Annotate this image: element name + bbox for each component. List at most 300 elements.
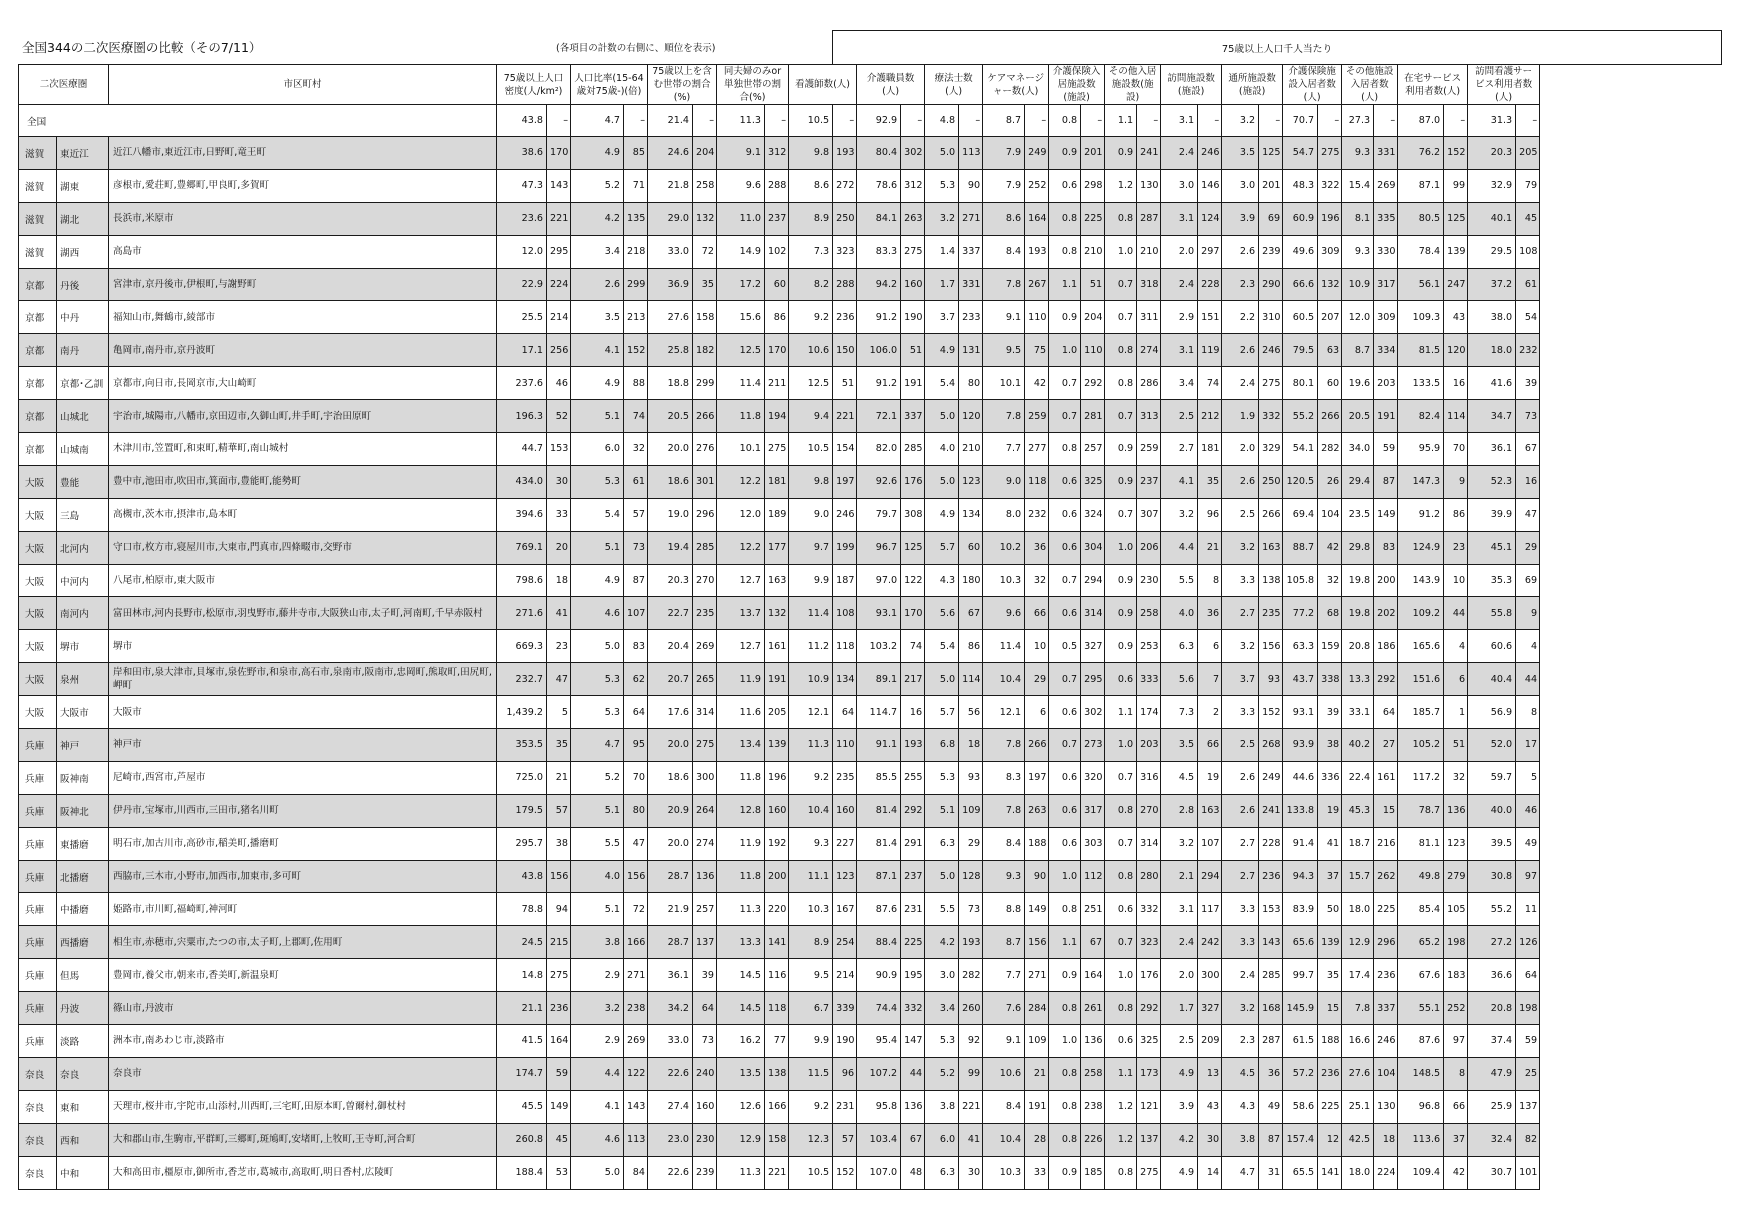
value-cell: 17.6 — [648, 696, 693, 729]
rank-cell: 232 — [1025, 498, 1049, 531]
value-cell: 124.9 — [1398, 531, 1444, 564]
rank-cell: 32 — [1025, 564, 1049, 597]
value-cell: 29.4 — [1342, 465, 1374, 498]
value-cell: 25.5 — [497, 301, 547, 334]
value-cell: 7.6 — [983, 992, 1025, 1025]
medical-area-cell: 西和 — [57, 1123, 109, 1156]
rank-cell: 266 — [693, 400, 717, 433]
medical-area-cell: 湖東 — [57, 169, 109, 202]
rank-cell: 139 — [1318, 926, 1342, 959]
value-cell: 20.5 — [648, 400, 693, 433]
value-cell: 4.1 — [1161, 465, 1198, 498]
prefecture-cell: 兵庫 — [19, 761, 57, 794]
rank-cell: 53 — [547, 1156, 571, 1189]
medical-area-cell: 中河内 — [57, 564, 109, 597]
value-cell: 2.5 — [1222, 498, 1259, 531]
value-cell: 23.6 — [497, 202, 547, 235]
value-cell: 0.8 — [1049, 992, 1081, 1025]
rank-cell: 273 — [1081, 729, 1105, 762]
value-cell: 24.6 — [648, 137, 693, 170]
value-cell: 19.8 — [1342, 564, 1374, 597]
rank-cell: 110 — [1081, 334, 1105, 367]
value-cell: 11.3 — [717, 1156, 765, 1189]
rank-cell: 96 — [833, 1057, 857, 1090]
value-cell: 0.9 — [1105, 465, 1137, 498]
value-cell: 11.6 — [717, 696, 765, 729]
municipality-cell: 相生市,赤穂市,宍粟市,たつの市,太子町,上郡町,佐用町 — [109, 926, 497, 959]
medical-area-cell: 山城南 — [57, 433, 109, 466]
value-cell: 0.7 — [1049, 400, 1081, 433]
value-cell: 35.3 — [1468, 564, 1516, 597]
rank-cell: 35 — [1198, 465, 1222, 498]
value-cell: 45.3 — [1342, 794, 1374, 827]
metric-header-15: 訪問看護サービス利用者数(人) — [1468, 65, 1540, 105]
value-cell: 0.6 — [1105, 663, 1137, 696]
value-cell: 8.9 — [789, 202, 833, 235]
value-cell: 12.3 — [789, 1123, 833, 1156]
rank-cell: 64 — [624, 696, 648, 729]
rank-cell: 287 — [1137, 202, 1161, 235]
municipality-cell: 天理市,桜井市,宇陀市,山添村,川西町,三宅町,田原本町,曽爾村,御杖村 — [109, 1090, 497, 1123]
rank-cell: – — [1318, 105, 1342, 137]
rank-cell: 97 — [1444, 1025, 1468, 1058]
rank-cell: 254 — [833, 926, 857, 959]
rank-cell: 47 — [624, 827, 648, 860]
value-cell: 60.5 — [1283, 301, 1318, 334]
rank-cell: 193 — [901, 729, 925, 762]
prefecture-cell: 兵庫 — [19, 729, 57, 762]
value-cell: 81.4 — [857, 827, 901, 860]
rank-cell: 73 — [693, 1025, 717, 1058]
rank-cell: 296 — [1374, 926, 1398, 959]
prefecture-cell: 京都 — [19, 334, 57, 367]
rank-cell: 323 — [1137, 926, 1161, 959]
table-row — [19, 827, 1722, 860]
rank-cell: 300 — [1198, 959, 1222, 992]
value-cell: 107.2 — [857, 1057, 901, 1090]
value-cell: 0.7 — [1105, 926, 1137, 959]
prefecture-cell: 兵庫 — [19, 794, 57, 827]
value-cell: 0.7 — [1049, 729, 1081, 762]
value-cell: 92.9 — [857, 105, 901, 137]
value-cell: 2.7 — [1222, 860, 1259, 893]
value-cell: 21.4 — [648, 105, 693, 137]
prefecture-cell: 兵庫 — [19, 893, 57, 926]
rank-cell: 139 — [765, 729, 789, 762]
metric-header-8: 介護保険入居施設数(施設) — [1049, 65, 1105, 105]
rank-cell: 174 — [1137, 696, 1161, 729]
value-cell: 5.4 — [925, 630, 959, 663]
rank-cell: 307 — [1137, 498, 1161, 531]
rank-cell: 217 — [901, 663, 925, 696]
rank-cell: 285 — [693, 531, 717, 564]
value-cell: 7.7 — [983, 959, 1025, 992]
rank-cell: 13 — [1198, 1057, 1222, 1090]
rank-cell: 161 — [765, 630, 789, 663]
rank-cell: 128 — [959, 860, 983, 893]
value-cell: 67.6 — [1398, 959, 1444, 992]
value-cell: 5.5 — [1161, 564, 1198, 597]
municipality-cell: 豊岡市,養父市,朝来市,香美町,新温泉町 — [109, 959, 497, 992]
rank-cell: 237 — [765, 202, 789, 235]
rank-cell: 113 — [959, 137, 983, 170]
value-cell: 0.7 — [1105, 761, 1137, 794]
value-cell: 106.0 — [857, 334, 901, 367]
table-row — [19, 794, 1722, 827]
metric-header-6: 療法士数(人) — [925, 65, 983, 105]
rank-cell: 301 — [693, 465, 717, 498]
rank-cell: 317 — [1081, 794, 1105, 827]
rank-cell: 277 — [1025, 433, 1049, 466]
rank-cell: 64 — [833, 696, 857, 729]
rank-cell: 45 — [547, 1123, 571, 1156]
rank-cell: 180 — [959, 564, 983, 597]
per-1000-elderly-header: 75歳以上人口千人当たり — [833, 31, 1722, 65]
rank-cell: 199 — [833, 531, 857, 564]
value-cell: 4.2 — [571, 202, 624, 235]
table-row — [19, 400, 1722, 433]
metric-header-3: 同夫婦のみor単独世帯の割合(%) — [717, 65, 789, 105]
rank-cell: 123 — [833, 860, 857, 893]
rank-cell: 338 — [1318, 663, 1342, 696]
rank-cell: 51 — [1444, 729, 1468, 762]
rank-cell: 156 — [1025, 926, 1049, 959]
rank-cell: 47 — [547, 663, 571, 696]
rank-cell: 152 — [833, 1156, 857, 1189]
prefecture-cell: 大阪 — [19, 597, 57, 630]
rank-cell: 18 — [959, 729, 983, 762]
value-cell: 3.9 — [1222, 202, 1259, 235]
rank-cell: 8 — [1516, 696, 1540, 729]
value-cell: 1.0 — [1049, 1025, 1081, 1058]
rank-cell: 33 — [547, 498, 571, 531]
value-cell: 12.2 — [717, 465, 765, 498]
municipality-cell: 長浜市,米原市 — [109, 202, 497, 235]
value-cell: 4.3 — [1222, 1090, 1259, 1123]
value-cell: 4.9 — [571, 367, 624, 400]
value-cell: 769.1 — [497, 531, 547, 564]
prefecture-cell: 京都 — [19, 433, 57, 466]
value-cell: 4.6 — [571, 597, 624, 630]
table-row — [19, 761, 1722, 794]
rank-cell: 149 — [1374, 498, 1398, 531]
value-cell: 8.6 — [789, 169, 833, 202]
value-cell: 59.7 — [1468, 761, 1516, 794]
value-cell: 55.2 — [1468, 893, 1516, 926]
value-cell: 353.5 — [497, 729, 547, 762]
value-cell: 4.4 — [1161, 531, 1198, 564]
rank-cell: 57 — [833, 1123, 857, 1156]
rank-cell: 214 — [833, 959, 857, 992]
rank-cell: 197 — [833, 465, 857, 498]
rank-cell: 275 — [1259, 367, 1283, 400]
rank-cell: 193 — [833, 137, 857, 170]
rank-cell: 302 — [901, 137, 925, 170]
rank-cell: 281 — [1081, 400, 1105, 433]
value-cell: 1.0 — [1049, 860, 1081, 893]
value-cell: 0.5 — [1049, 630, 1081, 663]
value-cell: 3.3 — [1222, 893, 1259, 926]
value-cell: 1.0 — [1049, 334, 1081, 367]
rank-cell: 107 — [624, 597, 648, 630]
value-cell: 13.5 — [717, 1057, 765, 1090]
medical-area-cell: 堺市 — [57, 630, 109, 663]
rank-cell: 250 — [833, 202, 857, 235]
value-cell: 2.6 — [1222, 235, 1259, 268]
value-cell: 78.4 — [1398, 235, 1444, 268]
value-cell: 89.1 — [857, 663, 901, 696]
rank-cell: 211 — [765, 367, 789, 400]
value-cell: 78.7 — [1398, 794, 1444, 827]
value-cell: 12.1 — [983, 696, 1025, 729]
rank-cell: 246 — [833, 498, 857, 531]
rank-cell: 139 — [1444, 235, 1468, 268]
rank-cell: 29 — [1516, 531, 1540, 564]
rank-cell: 163 — [765, 564, 789, 597]
medical-area-cell: 東和 — [57, 1090, 109, 1123]
medical-area-cell: 山城北 — [57, 400, 109, 433]
table-row — [19, 959, 1722, 992]
rank-cell: 170 — [765, 334, 789, 367]
value-cell: 4.1 — [571, 1090, 624, 1123]
value-cell: 34.2 — [648, 992, 693, 1025]
value-cell: 9.6 — [717, 169, 765, 202]
value-cell: 19.0 — [648, 498, 693, 531]
value-cell: 9.1 — [983, 301, 1025, 334]
value-cell: 47.3 — [497, 169, 547, 202]
rank-cell: 333 — [1137, 663, 1161, 696]
value-cell: 10.1 — [983, 367, 1025, 400]
value-cell: 45.1 — [1468, 531, 1516, 564]
prefecture-cell: 兵庫 — [19, 860, 57, 893]
table-row — [19, 1123, 1722, 1156]
value-cell: 29.0 — [648, 202, 693, 235]
value-cell: 143.9 — [1398, 564, 1444, 597]
rank-cell: 9 — [1516, 597, 1540, 630]
value-cell: 9.2 — [789, 301, 833, 334]
metric-header-12: 介護保険施設入居者数(人) — [1283, 65, 1342, 105]
value-cell: 7.8 — [983, 400, 1025, 433]
value-cell: 6.0 — [925, 1123, 959, 1156]
rank-cell: 167 — [833, 893, 857, 926]
rank-cell: 96 — [1198, 498, 1222, 531]
rank-cell: 294 — [1198, 860, 1222, 893]
rank-cell: 59 — [547, 1057, 571, 1090]
rank-cell: – — [624, 105, 648, 137]
medical-area-cell: 丹波 — [57, 992, 109, 1025]
rank-cell: 258 — [1081, 1057, 1105, 1090]
rank-cell: 114 — [959, 663, 983, 696]
rank-cell: 236 — [1259, 860, 1283, 893]
value-cell: 27.4 — [648, 1090, 693, 1123]
medical-area-cell: 丹後 — [57, 268, 109, 301]
value-cell: 5.6 — [925, 597, 959, 630]
value-cell: 669.3 — [497, 630, 547, 663]
rank-cell: 232 — [1516, 334, 1540, 367]
value-cell: 0.6 — [1049, 827, 1081, 860]
rank-cell: – — [547, 105, 571, 137]
value-cell: 147.3 — [1398, 465, 1444, 498]
rank-cell: 209 — [1198, 1025, 1222, 1058]
rank-cell: 123 — [959, 465, 983, 498]
rank-cell: 246 — [1198, 137, 1222, 170]
value-cell: 16.6 — [1342, 1025, 1374, 1058]
value-cell: 1.0 — [1105, 959, 1137, 992]
rank-cell: 257 — [693, 893, 717, 926]
rank-cell: 191 — [1374, 400, 1398, 433]
rank-cell: 132 — [693, 202, 717, 235]
rank-cell: 193 — [959, 926, 983, 959]
rank-cell: 137 — [1516, 1090, 1540, 1123]
value-cell: 27.6 — [648, 301, 693, 334]
value-cell: 94.3 — [1283, 860, 1318, 893]
rank-cell: 67 — [1081, 926, 1105, 959]
metric-header-11: 通所施設数(施設) — [1222, 65, 1283, 105]
value-cell: 7.3 — [789, 235, 833, 268]
value-cell: 36.1 — [1468, 433, 1516, 466]
rank-cell: 339 — [833, 992, 857, 1025]
value-cell: 188.4 — [497, 1156, 547, 1189]
rank-cell: 84 — [624, 1156, 648, 1189]
prefecture-cell: 兵庫 — [19, 827, 57, 860]
value-cell: 5.0 — [571, 1156, 624, 1189]
rank-cell: 159 — [1318, 630, 1342, 663]
value-cell: 8.2 — [789, 268, 833, 301]
value-cell: 12.0 — [497, 235, 547, 268]
prefecture-cell: 大阪 — [19, 498, 57, 531]
value-cell: 0.7 — [1105, 827, 1137, 860]
rank-cell: 67 — [901, 1123, 925, 1156]
medical-area-cell: 阪神北 — [57, 794, 109, 827]
value-cell: 11.8 — [717, 400, 765, 433]
rank-cell: 30 — [547, 465, 571, 498]
value-cell: 10.4 — [789, 794, 833, 827]
table-row — [19, 1025, 1722, 1058]
rank-cell: 27 — [1374, 729, 1398, 762]
rank-cell: 80 — [959, 367, 983, 400]
rank-cell: 288 — [765, 169, 789, 202]
rank-cell: 97 — [1516, 860, 1540, 893]
rank-cell: 337 — [901, 400, 925, 433]
value-cell: 12.0 — [717, 498, 765, 531]
value-cell: 0.8 — [1049, 202, 1081, 235]
value-cell: 38.6 — [497, 137, 547, 170]
rank-cell: 190 — [901, 301, 925, 334]
rank-cell: 258 — [1137, 597, 1161, 630]
rank-cell: 25 — [1516, 1057, 1540, 1090]
rank-cell: 332 — [1137, 893, 1161, 926]
rank-cell: 124 — [1198, 202, 1222, 235]
rank-cell: 322 — [1318, 169, 1342, 202]
value-cell: 82.0 — [857, 433, 901, 466]
rank-cell: 332 — [1259, 400, 1283, 433]
rank-cell: 37 — [1444, 1123, 1468, 1156]
value-cell: 196.3 — [497, 400, 547, 433]
rank-cell: 225 — [1374, 893, 1398, 926]
rank-cell: 61 — [1516, 268, 1540, 301]
value-cell: 2.9 — [571, 959, 624, 992]
prefecture-cell: 兵庫 — [19, 992, 57, 1025]
rank-cell: 335 — [1374, 202, 1398, 235]
rank-cell: 263 — [901, 202, 925, 235]
value-cell: 8.4 — [983, 235, 1025, 268]
value-cell: 13.3 — [717, 926, 765, 959]
rank-cell: 6 — [1198, 630, 1222, 663]
rank-cell: 68 — [1318, 597, 1342, 630]
rank-cell: 299 — [693, 367, 717, 400]
rank-cell: 331 — [959, 268, 983, 301]
rank-cell: 73 — [624, 531, 648, 564]
value-cell: 2.7 — [1222, 597, 1259, 630]
rank-cell: 6 — [1444, 663, 1468, 696]
medical-area-cell: 湖北 — [57, 202, 109, 235]
value-cell: 55.1 — [1398, 992, 1444, 1025]
value-cell: 69.4 — [1283, 498, 1318, 531]
rank-cell: 337 — [959, 235, 983, 268]
rank-cell: 272 — [833, 169, 857, 202]
rank-cell: 237 — [901, 860, 925, 893]
rank-cell: 73 — [1516, 400, 1540, 433]
rank-cell: 296 — [693, 498, 717, 531]
rank-cell: 261 — [1081, 992, 1105, 1025]
rank-cell: 70 — [1444, 433, 1468, 466]
rank-cell: 168 — [1259, 992, 1283, 1025]
rank-cell: 269 — [1374, 169, 1398, 202]
rank-cell: 271 — [1025, 959, 1049, 992]
rank-cell: 295 — [1081, 663, 1105, 696]
municipality-cell: 堺市 — [109, 630, 497, 663]
rank-cell: 2 — [1198, 696, 1222, 729]
value-cell: 232.7 — [497, 663, 547, 696]
rank-cell: 299 — [624, 268, 648, 301]
rank-cell: 99 — [1444, 169, 1468, 202]
table-row — [19, 465, 1722, 498]
value-cell: 7.9 — [983, 137, 1025, 170]
value-cell: 7.3 — [1161, 696, 1198, 729]
medical-area-cell: 中丹 — [57, 301, 109, 334]
metric-header-2: 75歳以上を含む世帯の割合(%) — [648, 65, 717, 105]
value-cell: 36.1 — [648, 959, 693, 992]
rank-cell: 158 — [765, 1123, 789, 1156]
rank-cell: 21 — [1025, 1057, 1049, 1090]
rank-cell: 241 — [1259, 794, 1283, 827]
value-cell: 0.7 — [1049, 663, 1081, 696]
value-cell: 7.8 — [983, 729, 1025, 762]
rank-cell: 291 — [901, 827, 925, 860]
rank-cell: 108 — [833, 597, 857, 630]
value-cell: 36.9 — [648, 268, 693, 301]
value-cell: 1.1 — [1105, 696, 1137, 729]
value-cell: 81.4 — [857, 794, 901, 827]
rank-cell: 49 — [1516, 827, 1540, 860]
value-cell: 0.7 — [1049, 564, 1081, 597]
value-cell: 13.3 — [1342, 663, 1374, 696]
value-cell: 12.2 — [717, 531, 765, 564]
rank-cell: 186 — [1374, 630, 1398, 663]
value-cell: 95.4 — [857, 1025, 901, 1058]
rank-cell: 260 — [959, 992, 983, 1025]
value-cell: 11.9 — [717, 663, 765, 696]
rank-cell: 138 — [765, 1057, 789, 1090]
value-cell: 20.5 — [1342, 400, 1374, 433]
rank-cell: 99 — [959, 1057, 983, 1090]
value-cell: 12.5 — [789, 367, 833, 400]
rank-cell: 204 — [1081, 301, 1105, 334]
rank-cell: 132 — [765, 597, 789, 630]
rank-cell: 332 — [901, 992, 925, 1025]
rank-cell: 182 — [693, 334, 717, 367]
rank-cell: 242 — [1198, 926, 1222, 959]
